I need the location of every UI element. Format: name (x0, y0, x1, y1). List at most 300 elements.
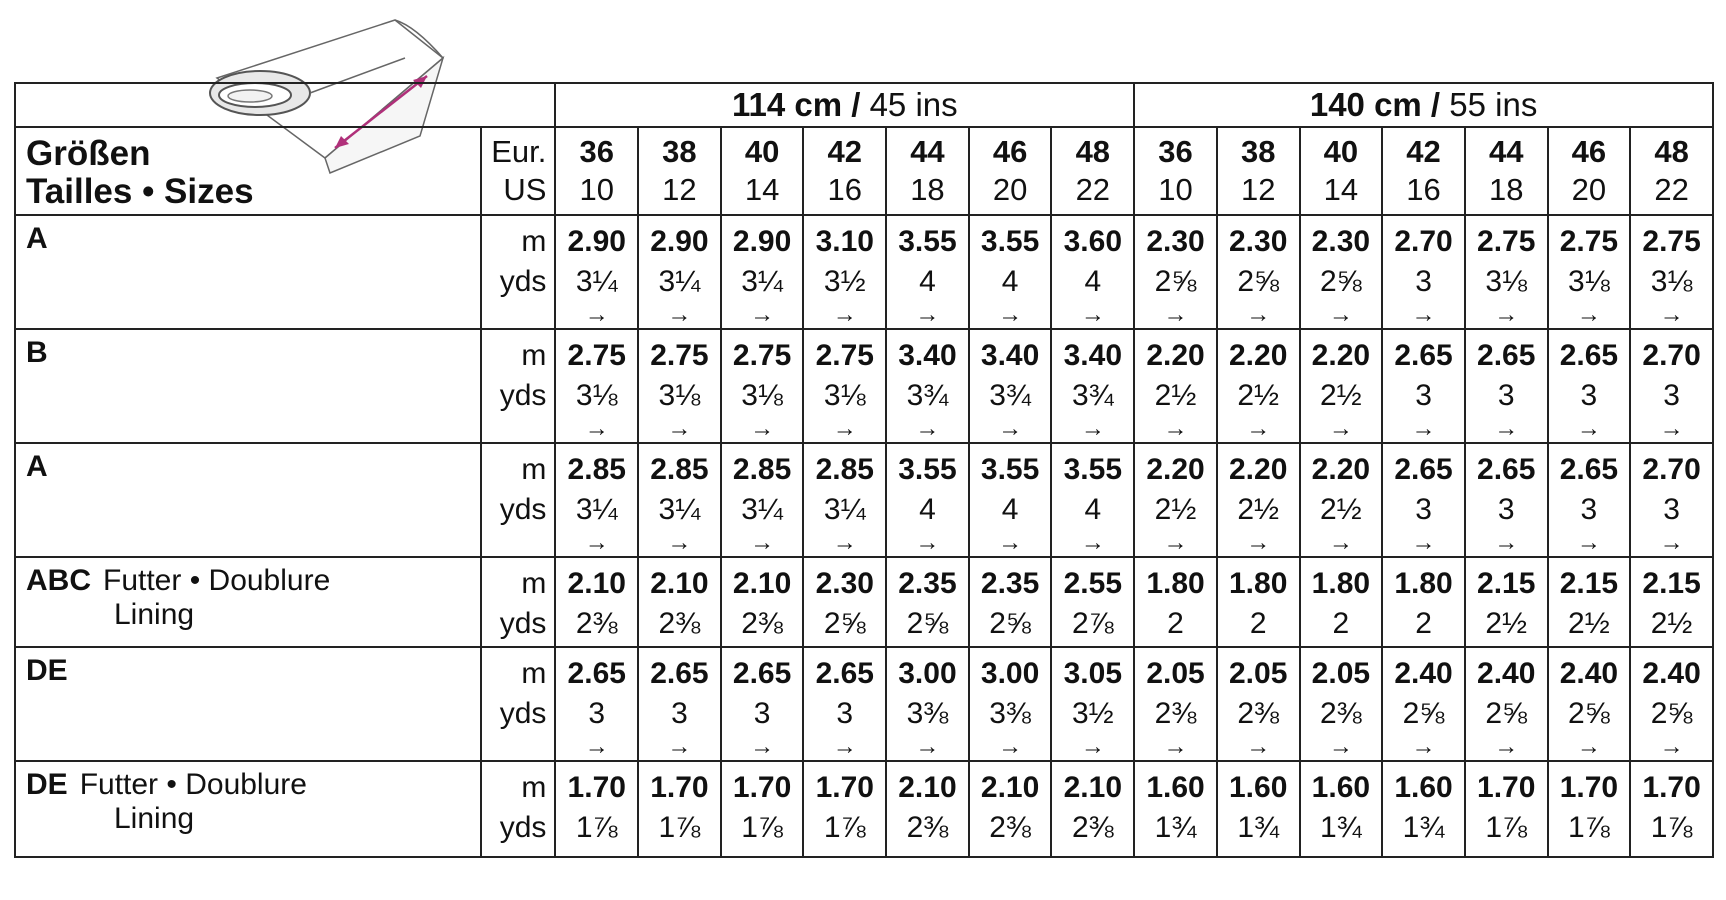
meters-value: 2.15 (1642, 567, 1701, 600)
lining-label-en: Lining (114, 802, 195, 835)
size-header-cell (1630, 127, 1713, 215)
yards-value: 1¾ (1402, 811, 1445, 844)
yards-value: 2 (1167, 607, 1184, 640)
yardage-cell (638, 647, 721, 761)
eu-size: 40 (744, 134, 780, 169)
size-header-cell (1300, 127, 1383, 215)
yardage-cell (721, 443, 804, 557)
us-label: US (503, 172, 547, 207)
unit-meters: m (521, 657, 547, 690)
meters-value: 2.75 (815, 339, 874, 372)
direction-arrow-icon: → (915, 733, 940, 760)
unit-labels (481, 557, 556, 647)
yards-value: 4 (1084, 265, 1102, 298)
meters-value: 2.10 (732, 567, 792, 600)
yardage-cell (1051, 329, 1134, 443)
meters-value: 1.60 (1229, 771, 1288, 804)
meters-value: 2.15 (1559, 567, 1619, 600)
meters-value: 2.40 (1394, 657, 1453, 690)
direction-arrow-icon: → (1659, 733, 1684, 760)
yards-value: 3¼ (823, 493, 866, 526)
width-140-header (1134, 83, 1713, 127)
yards-value: 2⅝ (1650, 697, 1693, 730)
eu-size: 36 (1158, 134, 1193, 169)
yardage-cell (638, 443, 721, 557)
view-label (15, 557, 481, 647)
yards-value: 3¼ (658, 493, 701, 526)
yards-value: 2⅝ (1485, 697, 1528, 730)
meters-value: 2.30 (1311, 225, 1371, 258)
yardage-cell (1051, 215, 1134, 329)
size-header-cell (638, 127, 721, 215)
direction-arrow-icon: → (1163, 529, 1188, 556)
eu-size: 48 (1075, 134, 1111, 169)
yardage-cell (969, 443, 1052, 557)
yardage-cell (1548, 443, 1631, 557)
direction-arrow-icon: → (998, 733, 1023, 760)
yards-value: 1⅞ (1568, 811, 1610, 844)
yards-value: 2⅝ (906, 607, 949, 640)
direction-arrow-icon: → (1163, 301, 1188, 328)
meters-value: 2.05 (1229, 657, 1288, 690)
yards-value: 2⅜ (1071, 811, 1114, 844)
direction-arrow-icon: → (832, 733, 857, 760)
yardage-cell (638, 557, 721, 647)
yards-value: 1⅞ (575, 811, 618, 844)
yardage-cell (1465, 329, 1548, 443)
yardage-cell (803, 329, 886, 443)
unit-meters: m (521, 453, 547, 486)
us-size: 10 (579, 172, 614, 207)
yardage-cell (1300, 329, 1383, 443)
meters-value: 2.40 (1477, 657, 1536, 690)
direction-arrow-icon: → (1659, 301, 1684, 328)
yardage-cell (886, 443, 969, 557)
meters-value: 2.10 (567, 567, 626, 600)
us-size: 12 (662, 172, 697, 207)
title-line-1: Größen (26, 134, 151, 173)
yards-value: 3¼ (741, 265, 783, 298)
direction-arrow-icon: → (1576, 529, 1601, 556)
size-header-cell (1465, 127, 1548, 215)
yards-value: 2⅝ (1320, 265, 1362, 298)
meters-value: 2.65 (732, 657, 792, 690)
direction-arrow-icon: → (750, 415, 775, 442)
yardage-cell (1630, 761, 1713, 857)
yards-value: 2½ (1154, 493, 1197, 526)
view-code: ABC (26, 564, 91, 597)
yardage-cell (1134, 215, 1217, 329)
view-label (15, 215, 481, 329)
direction-arrow-icon: → (1080, 529, 1105, 556)
yards-value: 4 (919, 265, 936, 298)
yardage-cell (803, 647, 886, 761)
view-code: DE (26, 768, 68, 801)
meters-value: 2.40 (1642, 657, 1701, 690)
yardage-cell (1300, 647, 1383, 761)
eu-size: 42 (1406, 134, 1441, 169)
direction-arrow-icon: → (915, 415, 940, 442)
unit-labels (481, 329, 556, 443)
size-header-cell (803, 127, 886, 215)
meters-value: 2.20 (1311, 453, 1371, 486)
yards-value: 3⅛ (658, 379, 701, 412)
meters-value: 2.20 (1146, 453, 1205, 486)
yardage-cell (555, 647, 638, 761)
meters-value: 2.65 (1559, 339, 1619, 372)
unit-meters: m (521, 567, 547, 600)
yardage-cell (1465, 647, 1548, 761)
yardage-cell (721, 647, 804, 761)
width-ins: 55 ins (1440, 86, 1538, 123)
meters-value: 2.35 (898, 567, 957, 600)
yardage-cell (555, 761, 638, 857)
yardage-cell (1134, 329, 1217, 443)
yardage-cell (969, 647, 1052, 761)
yards-value: 1⅞ (1650, 811, 1693, 844)
yards-value: 2½ (1237, 493, 1280, 526)
meters-value: 2.85 (650, 453, 709, 486)
yards-value: 2½ (1485, 607, 1528, 640)
yardage-cell (721, 215, 804, 329)
yards-value: 3⅛ (1568, 265, 1610, 298)
us-size: 16 (827, 172, 862, 207)
yardage-cell (1217, 443, 1300, 557)
yards-value: 3⅜ (989, 697, 1031, 730)
yardage-cell (721, 329, 804, 443)
size-header-cell (1134, 127, 1217, 215)
yardage-cell (1465, 215, 1548, 329)
yards-value: 2⅜ (906, 811, 949, 844)
yards-value: 2 (1415, 607, 1432, 640)
yards-value: 2½ (1320, 379, 1362, 412)
direction-arrow-icon: → (750, 733, 775, 760)
yardage-cell (1051, 557, 1134, 647)
meters-value: 2.75 (1477, 225, 1536, 258)
yards-value: 1⅞ (658, 811, 701, 844)
direction-arrow-icon: → (667, 415, 692, 442)
title-line-2: Tailles • Sizes (26, 172, 254, 211)
direction-arrow-icon: → (1328, 415, 1353, 442)
meters-value: 2.15 (1477, 567, 1536, 600)
direction-arrow-icon: → (1080, 415, 1105, 442)
direction-arrow-icon: → (1659, 529, 1684, 556)
eu-size: 48 (1654, 134, 1689, 169)
meters-value: 2.90 (567, 225, 626, 258)
yards-value: 2⅜ (741, 607, 783, 640)
view-row (15, 761, 1713, 857)
direction-arrow-icon: → (1163, 733, 1188, 760)
meters-value: 2.20 (1229, 453, 1288, 486)
yards-value: 2⅜ (658, 607, 701, 640)
meters-value: 2.30 (1229, 225, 1288, 258)
yards-value: 2⅜ (1237, 697, 1280, 730)
direction-arrow-icon: → (667, 733, 692, 760)
yards-value: 2⅞ (1071, 607, 1114, 640)
yards-value: 3½ (823, 265, 866, 298)
yardage-cell (1630, 329, 1713, 443)
yardage-cell (1382, 557, 1465, 647)
direction-arrow-icon: → (1411, 733, 1436, 760)
yardage-cell (1630, 443, 1713, 557)
yards-value: 2⅜ (989, 811, 1031, 844)
width-cm: 140 cm / (1309, 86, 1441, 123)
yardage-cell (803, 443, 886, 557)
yards-value: 3 (1663, 493, 1680, 526)
meters-value: 3.40 (980, 339, 1040, 372)
yardage-cell (1300, 443, 1383, 557)
yards-value: 2½ (1154, 379, 1197, 412)
yards-value: 2 (1249, 607, 1267, 640)
unit-yards: yds (499, 697, 547, 730)
unit-meters: m (521, 339, 547, 372)
eu-size: 44 (1488, 134, 1524, 169)
direction-arrow-icon: → (1494, 529, 1519, 556)
size-header-cell (721, 127, 804, 215)
view-code: B (26, 336, 48, 369)
unit-yards: yds (499, 265, 547, 298)
direction-arrow-icon: → (998, 415, 1023, 442)
meters-value: 3.55 (898, 225, 957, 258)
direction-arrow-icon: → (1494, 733, 1519, 760)
yardage-cell (886, 215, 969, 329)
direction-arrow-icon: → (1411, 301, 1436, 328)
meters-value: 1.70 (815, 771, 874, 804)
meters-value: 3.40 (898, 339, 957, 372)
yards-value: 3⅛ (575, 379, 618, 412)
direction-arrow-icon: → (1080, 733, 1105, 760)
yards-value: 2½ (1237, 379, 1280, 412)
yardage-cell (803, 215, 886, 329)
yards-value: 3 (1663, 379, 1680, 412)
direction-arrow-icon: → (1576, 415, 1601, 442)
meters-value: 2.10 (1063, 771, 1122, 804)
meters-value: 1.60 (1146, 771, 1205, 804)
unit-labels (481, 761, 556, 857)
meters-value: 3.55 (980, 453, 1040, 486)
yards-value: 2⅜ (1320, 697, 1362, 730)
meters-value: 1.80 (1311, 567, 1371, 600)
unit-yards: yds (499, 493, 547, 526)
yardage-cell (638, 329, 721, 443)
meters-value: 2.75 (1559, 225, 1619, 258)
meters-value: 1.60 (1311, 771, 1371, 804)
yardage-cell (1134, 557, 1217, 647)
meters-value: 2.85 (815, 453, 874, 486)
yardage-cell (969, 329, 1052, 443)
meters-value: 3.00 (898, 657, 957, 690)
direction-arrow-icon: → (915, 301, 940, 328)
yards-value: 2½ (1568, 607, 1610, 640)
meters-value: 1.80 (1146, 567, 1205, 600)
yards-value: 3 (1497, 493, 1515, 526)
direction-arrow-icon: → (1163, 415, 1188, 442)
yards-value: 3 (1415, 265, 1432, 298)
view-code: A (26, 450, 48, 483)
yardage-cell (1630, 557, 1713, 647)
size-header-cell (555, 127, 638, 215)
yards-value: 3 (1415, 379, 1432, 412)
meters-value: 2.65 (1477, 453, 1536, 486)
yards-value: 3 (1580, 493, 1598, 526)
yards-value: 3 (1580, 379, 1598, 412)
us-size: 12 (1240, 172, 1276, 207)
meters-value: 2.20 (1311, 339, 1371, 372)
yardage-cell (969, 761, 1052, 857)
meters-value: 2.20 (1229, 339, 1288, 372)
us-size: 20 (992, 172, 1028, 207)
direction-arrow-icon: → (1494, 415, 1519, 442)
yardage-cell (1217, 647, 1300, 761)
direction-arrow-icon: → (667, 301, 692, 328)
yards-value: 3¼ (658, 265, 701, 298)
us-size: 14 (744, 172, 780, 207)
yardage-cell (721, 761, 804, 857)
direction-arrow-icon: → (832, 529, 857, 556)
size-header-cell (1548, 127, 1631, 215)
direction-arrow-icon: → (584, 529, 609, 556)
yards-value: 1⅞ (741, 811, 783, 844)
yards-value: 1⅞ (823, 811, 866, 844)
yards-value: 2⅝ (989, 607, 1031, 640)
yardage-cell (1548, 647, 1631, 761)
yardage-cell (1465, 761, 1548, 857)
meters-value: 2.70 (1642, 339, 1701, 372)
eur-label: Eur. (491, 134, 547, 169)
yardage-cell (803, 557, 886, 647)
yards-value: 3 (836, 697, 854, 730)
yardage-cell (1382, 761, 1465, 857)
yardage-cell (1465, 443, 1548, 557)
yardage-cell (886, 557, 969, 647)
direction-arrow-icon: → (1328, 301, 1353, 328)
view-code: A (26, 222, 48, 255)
direction-arrow-icon: → (1246, 301, 1271, 328)
meters-value: 2.90 (650, 225, 709, 258)
direction-arrow-icon: → (832, 415, 857, 442)
yards-value: 2 (1332, 607, 1350, 640)
meters-value: 2.65 (1394, 453, 1453, 486)
yards-value: 3⅛ (1650, 265, 1693, 298)
meters-value: 2.65 (567, 657, 626, 690)
yardage-cell (1382, 329, 1465, 443)
view-label (15, 761, 481, 857)
width-114-header (555, 83, 1134, 127)
meters-value: 2.05 (1311, 657, 1371, 690)
meters-value: 2.55 (1063, 567, 1122, 600)
yardage-cell (1382, 443, 1465, 557)
yards-value: 1¾ (1237, 811, 1280, 844)
lining-label: Futter • Doublure (79, 768, 307, 801)
yardage-cell (638, 761, 721, 857)
size-header-cell (1051, 127, 1134, 215)
yardage-cell (1382, 647, 1465, 761)
meters-value: 2.65 (815, 657, 874, 690)
meters-value: 3.55 (1063, 453, 1122, 486)
meters-value: 2.65 (650, 657, 709, 690)
yards-value: 3 (1497, 379, 1515, 412)
view-label (15, 647, 481, 761)
meters-value: 1.70 (732, 771, 792, 804)
yardage-cell (1051, 443, 1134, 557)
meters-value: 1.70 (650, 771, 709, 804)
meters-value: 2.85 (732, 453, 792, 486)
yards-value: 1¾ (1154, 811, 1197, 844)
view-row (15, 443, 1713, 557)
meters-value: 2.35 (980, 567, 1040, 600)
meters-value: 1.70 (1642, 771, 1701, 804)
eu-size: 44 (910, 134, 945, 169)
yardage-table (14, 82, 1714, 858)
view-row (15, 557, 1713, 647)
yardage-cell (1382, 215, 1465, 329)
yards-value: 1⅞ (1485, 811, 1528, 844)
corner-cell (15, 83, 555, 127)
yards-value: 2⅝ (1568, 697, 1610, 730)
yardage-cell (555, 443, 638, 557)
yards-value: 4 (1084, 493, 1102, 526)
yards-value: 2⅝ (1402, 697, 1445, 730)
yardage-cell (969, 215, 1052, 329)
direction-arrow-icon: → (750, 529, 775, 556)
yardage-cell (1300, 557, 1383, 647)
meters-value: 2.75 (1642, 225, 1701, 258)
us-size: 18 (910, 172, 945, 207)
yards-value: 3¼ (575, 493, 618, 526)
unit-labels (481, 215, 556, 329)
size-header-cell (1217, 127, 1300, 215)
yards-value: 4 (1001, 493, 1019, 526)
view-row (15, 329, 1713, 443)
yards-value: 3⅛ (823, 379, 866, 412)
yardage-cell (1548, 761, 1631, 857)
yards-value: 3⅛ (741, 379, 783, 412)
eu-size: 36 (579, 134, 614, 169)
unit-yards: yds (499, 379, 547, 412)
view-label (15, 329, 481, 443)
yards-value: 3¾ (1071, 379, 1114, 412)
meters-value: 1.80 (1394, 567, 1453, 600)
us-size: 20 (1571, 172, 1607, 207)
size-header-cell (1382, 127, 1465, 215)
meters-value: 2.90 (732, 225, 792, 258)
yardage-cell (1217, 215, 1300, 329)
yardage-cell (1548, 215, 1631, 329)
yardage-cell (1217, 557, 1300, 647)
yards-value: 2⅝ (1154, 265, 1197, 298)
yards-value: 1¾ (1320, 811, 1362, 844)
yardage-cell (555, 215, 638, 329)
yards-value: 2⅝ (1237, 265, 1280, 298)
direction-arrow-icon: → (1576, 301, 1601, 328)
direction-arrow-icon: → (1328, 529, 1353, 556)
size-row (15, 127, 1713, 215)
meters-value: 2.75 (650, 339, 709, 372)
direction-arrow-icon: → (584, 415, 609, 442)
yardage-cell (1134, 761, 1217, 857)
yardage-cell (886, 761, 969, 857)
yardage-cell (969, 557, 1052, 647)
unit-yards: yds (499, 811, 547, 844)
meters-value: 3.60 (1063, 225, 1122, 258)
eu-size: 38 (662, 134, 697, 169)
meters-value: 2.40 (1559, 657, 1619, 690)
view-row (15, 647, 1713, 761)
meters-value: 2.30 (1146, 225, 1205, 258)
yards-value: 3⅜ (906, 697, 949, 730)
yards-value: 2⅜ (575, 607, 618, 640)
yardage-cell (1300, 761, 1383, 857)
